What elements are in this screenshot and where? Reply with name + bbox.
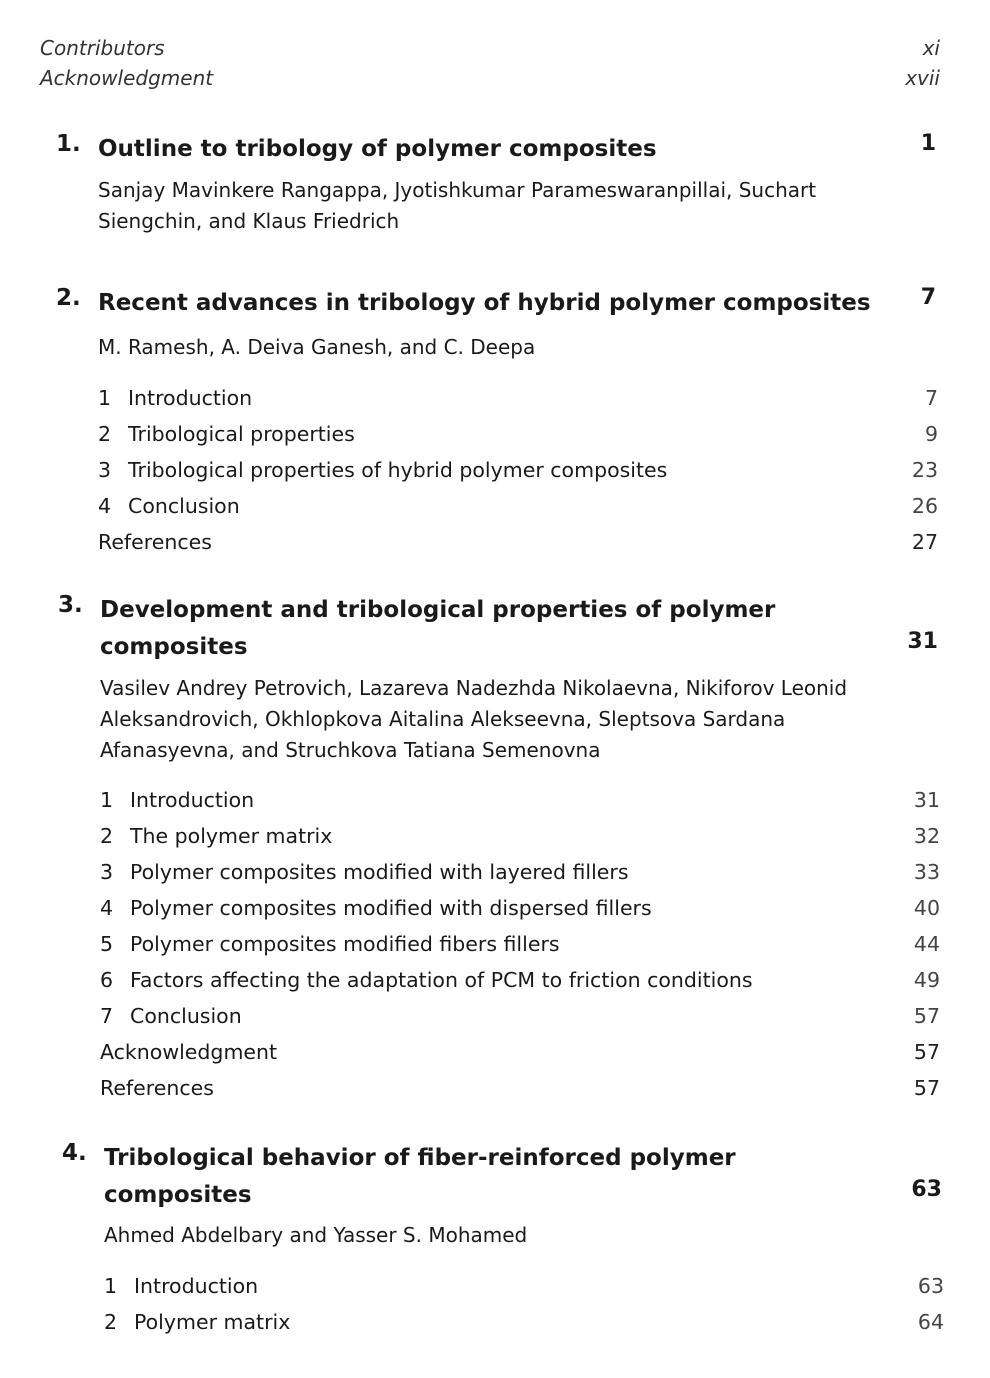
- section-number: 7: [100, 1004, 114, 1028]
- section-page: 57: [913, 1040, 940, 1064]
- section-title: Introduction: [128, 386, 253, 410]
- chapter-authors: Ahmed Abdelbary and Yasser S. Mohamed: [104, 1223, 528, 1247]
- chapter-number: 3.: [58, 592, 83, 618]
- section-title: Conclusion: [130, 1004, 242, 1028]
- section-number: 3: [98, 458, 112, 482]
- section-page: 23: [911, 458, 938, 482]
- front-matter-page: xi: [922, 36, 940, 60]
- section-number: 6: [100, 968, 114, 992]
- section-number: 3: [100, 860, 114, 884]
- section-page: 31: [913, 788, 940, 812]
- section-page: 64: [917, 1310, 944, 1334]
- chapter-page: 31: [907, 629, 938, 654]
- section-entry: [100, 818, 940, 854]
- section-entry: [100, 782, 940, 818]
- section-page: 33: [913, 860, 940, 884]
- section-entry: [100, 1070, 940, 1106]
- section-number: 1: [100, 788, 114, 812]
- section-title: Tribological properties of hybrid polymer composites: [128, 458, 668, 482]
- chapter-authors: Vasilev Andrey Petrovich, Lazareva Nadezhda Nikolaevna, Nikiforov Leonid Aleksandrovich, Okhlopkova Aitalina Alekseevna, Sleptsova Sardana Afanasyevna, and Struchkova Tatiana Semenovna: [100, 676, 848, 762]
- section-page: 49: [913, 968, 940, 992]
- section-number: 2: [104, 1310, 118, 1334]
- chapter-page: 63: [911, 1177, 942, 1202]
- section-title: Introduction: [134, 1274, 259, 1298]
- chapter-title: Development and tribological properties of polymer composites: [100, 597, 776, 660]
- chapter-page: 7: [920, 285, 936, 310]
- chapter-number: 1.: [56, 131, 81, 157]
- section-title: References: [98, 530, 212, 554]
- chapter-title: Tribological behavior of fiber-reinforced polymer composites: [104, 1145, 736, 1208]
- chapter-number: 2.: [56, 285, 81, 311]
- section-number: 1: [98, 386, 112, 410]
- front-matter-entry: [40, 36, 940, 60]
- section-list: [100, 782, 940, 1106]
- section-title: Polymer composites modified fibers fillers: [130, 932, 560, 956]
- section-page: 7: [924, 386, 938, 410]
- section-title: Polymer composites modified with dispersed fillers: [130, 896, 652, 920]
- section-entry: [100, 1034, 940, 1070]
- section-entry: [98, 416, 938, 452]
- section-page: 27: [911, 530, 938, 554]
- chapter-authors: M. Ramesh, A. Deiva Ganesh, and C. Deepa: [98, 335, 536, 359]
- front-matter-page: xvii: [905, 66, 940, 90]
- section-number: 1: [104, 1274, 118, 1298]
- section-number: 2: [98, 422, 112, 446]
- section-title: Tribological properties: [128, 422, 355, 446]
- section-title: The polymer matrix: [130, 824, 333, 848]
- section-page: 57: [913, 1004, 940, 1028]
- section-number: 4: [98, 494, 112, 518]
- chapter-title: Outline to tribology of polymer composites: [98, 136, 657, 162]
- section-number: 5: [100, 932, 114, 956]
- section-entry: [100, 998, 940, 1034]
- section-page: 32: [913, 824, 940, 848]
- section-list: [104, 1268, 944, 1340]
- section-page: 57: [913, 1076, 940, 1100]
- chapter-title: Recent advances in tribology of hybrid polymer composites: [98, 290, 871, 316]
- section-list: [98, 380, 938, 560]
- section-title: Conclusion: [128, 494, 240, 518]
- section-number: 2: [100, 824, 114, 848]
- section-entry: [100, 926, 940, 962]
- section-entry: [104, 1304, 944, 1340]
- section-number: 4: [100, 896, 114, 920]
- section-title: Polymer composites modified with layered fillers: [130, 860, 629, 884]
- section-page: 44: [913, 932, 940, 956]
- section-entry: [98, 488, 938, 524]
- section-page: 63: [917, 1274, 944, 1298]
- front-matter-entry: [40, 66, 940, 90]
- front-matter-label: Contributors: [40, 36, 165, 60]
- section-page: 26: [911, 494, 938, 518]
- section-entry: [100, 854, 940, 890]
- section-entry: [100, 962, 940, 998]
- section-entry: [104, 1268, 944, 1304]
- section-title: Introduction: [130, 788, 255, 812]
- section-title: Acknowledgment: [100, 1040, 278, 1064]
- section-entry: [98, 524, 938, 560]
- section-title: Factors affecting the adaptation of PCM to friction conditions: [130, 968, 753, 992]
- section-entry: [98, 452, 938, 488]
- section-title: Polymer matrix: [134, 1310, 291, 1334]
- section-title: References: [100, 1076, 214, 1100]
- section-page: 40: [913, 896, 940, 920]
- section-page: 9: [924, 422, 938, 446]
- section-entry: [100, 890, 940, 926]
- chapter-number: 4.: [62, 1140, 87, 1166]
- front-matter-label: Acknowledgment: [40, 66, 214, 90]
- chapter-authors: Sanjay Mavinkere Rangappa, Jyotishkumar Parameswaranpillai, Suchart Siengchin, and Klaus Friedrich: [98, 178, 817, 233]
- section-entry: [98, 380, 938, 416]
- chapter-page: 1: [920, 131, 936, 156]
